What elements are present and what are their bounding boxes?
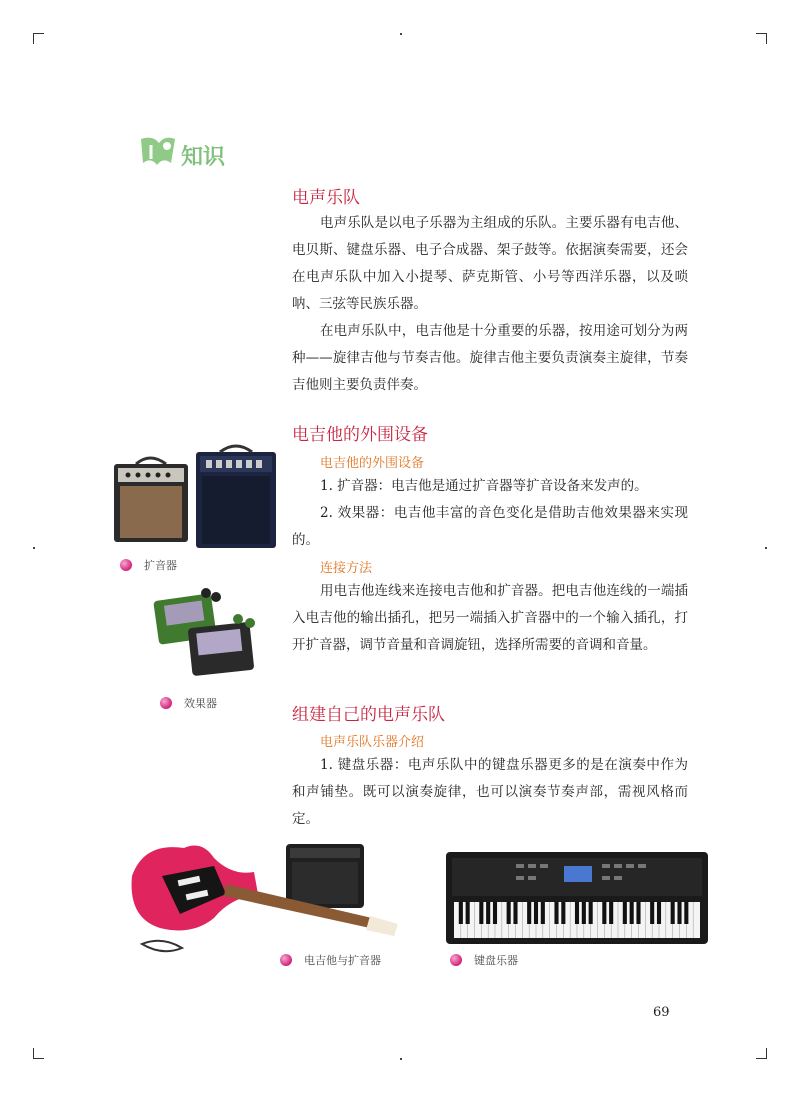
subtitle-connection: 连接方法: [320, 561, 373, 576]
caption-keyboard: [450, 952, 518, 968]
caption-text: 效果器: [184, 697, 217, 710]
caption-bullet-icon: [450, 954, 462, 966]
crop-mark: [756, 33, 767, 44]
keyboard-image: [446, 852, 708, 944]
register-dot: [400, 1058, 402, 1060]
paragraph-connection: 用电吉他连线来连接电吉他和扩音器。把电吉他连线的一端插入电吉他的输出插孔，把另一端插入扩音器中的一个输入插孔，打开扩音器，调节音量和音调旋钮，选择所需要的音调和音量。: [292, 583, 688, 653]
caption-bullet-icon: [280, 954, 292, 966]
item-amplifier: 1. 扩音器：电吉他是通过扩音器等扩音设备来发声的。: [320, 478, 648, 494]
item-effects: 2. 效果器：电吉他丰富的音色变化是借助吉他效果器来实现的。: [292, 505, 688, 548]
crop-mark: [33, 1048, 44, 1059]
item-keyboard: 1. 键盘乐器：电声乐队中的键盘乐器更多的是在演奏中作为和声铺垫。既可以演奏旋律，也可以演奏节奏声部，需视风格而定。: [292, 757, 688, 827]
leaf-book-icon: [137, 133, 179, 169]
paragraph-guitar-types: 在电声乐队中，电吉他是十分重要的乐器，按用途可划分为两种——旋律吉他与节奏吉他。旋律吉他主要负责演奏主旋律，节奏吉他则主要负责伴奏。: [292, 323, 688, 393]
crop-mark: [756, 1048, 767, 1059]
register-dot: [400, 33, 402, 35]
subtitle-instruments: 电声乐队乐器介绍: [320, 735, 425, 750]
subtitle-peripherals: 电吉他的外围设备: [320, 456, 425, 471]
electric-guitar-image: [122, 836, 402, 958]
caption-text: 电吉他与扩音器: [304, 954, 381, 967]
caption-guitar-amp: [280, 952, 381, 968]
effects-pedal-image: [150, 585, 270, 680]
section-title-build: 组建自己的电声乐队: [292, 705, 445, 725]
paragraph-band-intro: 电声乐队是以电子乐器为主组成的乐队。主要乐器有电吉他、电贝斯、键盘乐器、电子合成器、架子鼓等。依据演奏需要，还会在电声乐队中加入小提琴、萨克斯管、小号等西洋乐器，以及唢呐、三弦等民族乐器。: [292, 215, 688, 312]
caption-text: 键盘乐器: [474, 954, 518, 967]
caption-amplifier: [120, 557, 177, 573]
register-dot: [765, 547, 767, 549]
caption-effects: [160, 695, 217, 711]
section-title-peripherals: 电吉他的外围设备: [292, 425, 428, 445]
caption-bullet-icon: [120, 559, 132, 571]
register-dot: [33, 547, 35, 549]
section-logo-text: 知识: [181, 145, 226, 170]
crop-mark: [33, 33, 44, 44]
caption-text: 扩音器: [144, 559, 177, 572]
page-number: 69: [653, 1005, 670, 1020]
section-title-band: 电声乐队: [292, 188, 360, 208]
amplifier-image: [112, 442, 280, 550]
caption-bullet-icon: [160, 697, 172, 709]
